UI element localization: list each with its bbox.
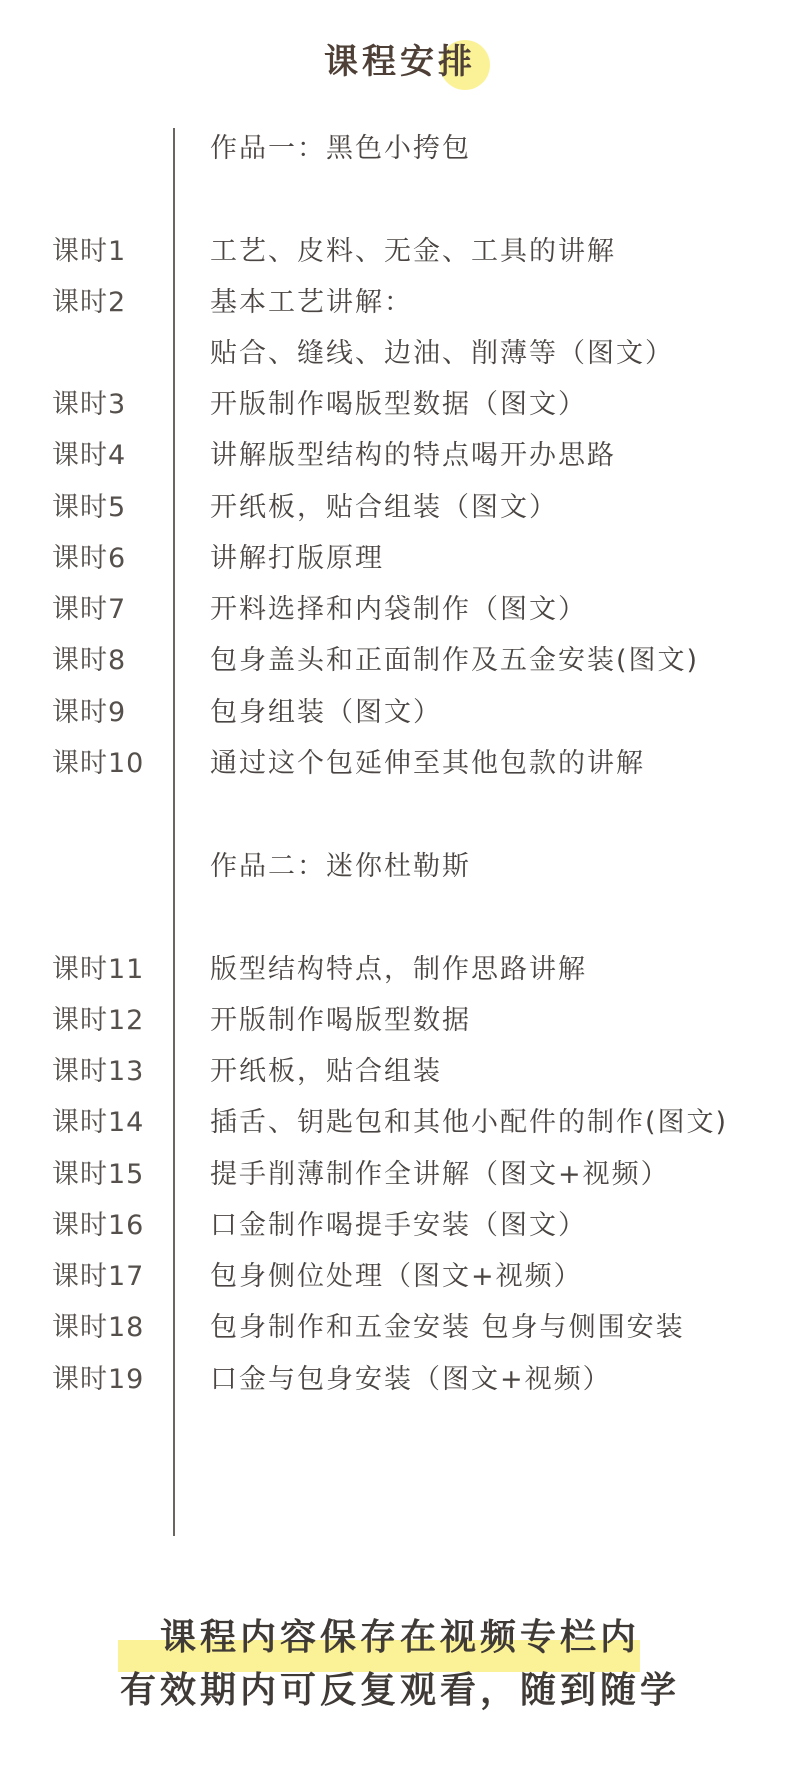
lesson-label: 课时2 — [52, 287, 127, 318]
lesson-content: 提手削薄制作全讲解（图文+视频） — [210, 1159, 670, 1190]
lesson-content: 口金制作喝提手安装（图文） — [210, 1210, 587, 1241]
lesson-content: 插舌、钥匙包和其他小配件的制作(图文) — [210, 1107, 729, 1138]
lesson-label: 课时14 — [52, 1107, 145, 1138]
lesson-content: 口金与包身安装（图文+视频） — [210, 1364, 612, 1395]
lesson-label: 课时8 — [52, 645, 127, 676]
lesson-label: 课时10 — [52, 748, 145, 779]
lesson-content: 开版制作喝版型数据（图文） — [210, 389, 587, 420]
lesson-content: 讲解版型结构的特点喝开办思路 — [210, 440, 616, 471]
lesson-row — [0, 1360, 800, 1400]
lesson-content: 包身制作和五金安装 包身与侧围安装 — [210, 1312, 685, 1343]
lesson-row — [0, 539, 800, 579]
lesson-content: 版型结构特点，制作思路讲解 — [210, 954, 587, 985]
work-heading-row — [0, 847, 800, 887]
lesson-label: 课时16 — [52, 1210, 145, 1241]
lesson-label: 课时11 — [52, 954, 145, 985]
lesson-label: 课时17 — [52, 1261, 145, 1292]
lesson-row — [0, 693, 800, 733]
lesson-content: 开料选择和内袋制作（图文） — [210, 594, 587, 625]
work-heading-row — [0, 129, 800, 169]
lesson-content: 开版制作喝版型数据 — [210, 1005, 471, 1036]
lesson-row — [0, 334, 800, 374]
lesson-label: 课时15 — [52, 1159, 145, 1190]
lesson-row — [0, 1103, 800, 1143]
lesson-label: 课时19 — [52, 1364, 145, 1395]
lesson-row — [0, 385, 800, 425]
lesson-row — [0, 283, 800, 323]
lesson-label: 课时12 — [52, 1005, 145, 1036]
page-title: 课程安排 — [324, 42, 476, 82]
footer-line-1: 课程内容保存在视频专栏内 — [159, 1617, 640, 1658]
lesson-content: 开纸板，贴合组装 — [210, 1056, 442, 1087]
lesson-row — [0, 590, 800, 630]
lesson-label: 课时5 — [52, 492, 127, 523]
lesson-row — [0, 950, 800, 990]
lesson-row — [0, 232, 800, 272]
footer-line-2: 有效期内可反复观看，随到随学 — [119, 1670, 680, 1711]
lesson-content: 讲解打版原理 — [210, 543, 384, 574]
lesson-label: 课时9 — [52, 697, 127, 728]
lesson-row — [0, 1206, 800, 1246]
lesson-label: 课时7 — [52, 594, 127, 625]
work-heading: 作品二：迷你杜勒斯 — [210, 851, 471, 882]
lesson-label: 课时3 — [52, 389, 127, 420]
lesson-row — [0, 744, 800, 784]
lesson-row — [0, 488, 800, 528]
lesson-row — [0, 641, 800, 681]
lesson-label: 课时1 — [52, 236, 127, 267]
lesson-label: 课时18 — [52, 1312, 145, 1343]
lesson-content: 开纸板，贴合组装（图文） — [210, 492, 558, 523]
work-heading: 作品一：黑色小挎包 — [210, 133, 471, 164]
lesson-content: 基本工艺讲解： — [210, 287, 413, 318]
lesson-label: 课时6 — [52, 543, 127, 574]
lesson-row — [0, 1257, 800, 1297]
lesson-row — [0, 1052, 800, 1092]
lesson-content: 通过这个包延伸至其他包款的讲解 — [210, 748, 645, 779]
lesson-content: 包身盖头和正面制作及五金安装(图文) — [210, 645, 700, 676]
lesson-label: 课时4 — [52, 440, 127, 471]
lesson-content: 包身侧位处理（图文+视频） — [210, 1261, 583, 1292]
lesson-content: 包身组装（图文） — [210, 697, 442, 728]
lesson-row — [0, 1308, 800, 1348]
lesson-content: 工艺、皮料、无金、工具的讲解 — [210, 236, 616, 267]
lesson-content: 贴合、缝线、边油、削薄等（图文） — [210, 338, 674, 369]
lesson-row — [0, 1155, 800, 1195]
title-wrap — [0, 34, 800, 83]
lesson-row — [0, 436, 800, 476]
lesson-row — [0, 1001, 800, 1041]
lesson-label: 课时13 — [52, 1056, 145, 1087]
